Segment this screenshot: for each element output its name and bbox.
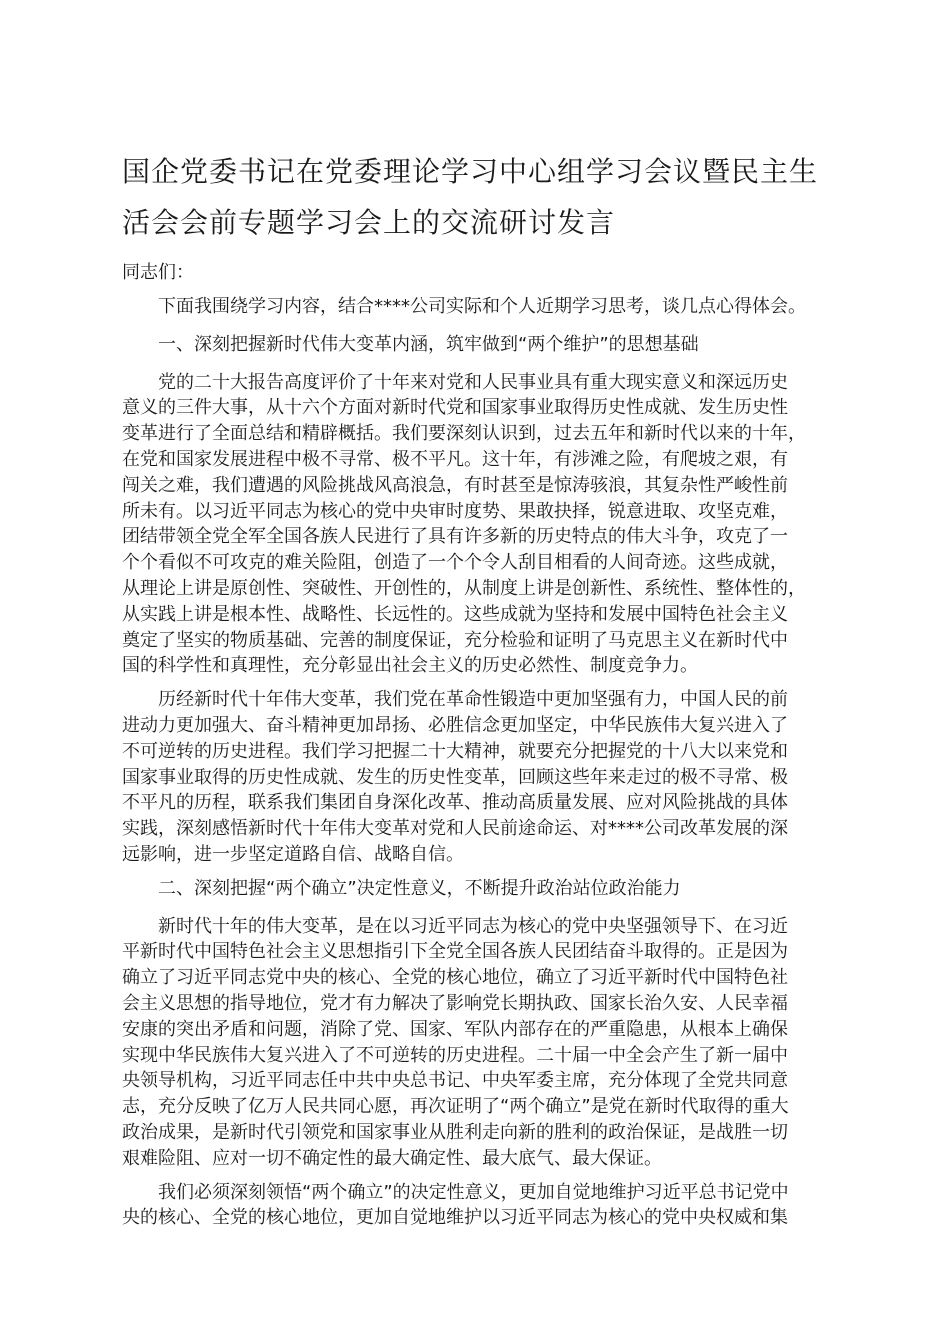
text-line: 政治成果，是新时代引领党和国家事业从胜利走向新的胜利的政治保证，是战胜一切 xyxy=(122,1121,788,1143)
paragraph-4 xyxy=(122,1180,834,1232)
text-line: 央领导机构，习近平同志任中共中央总书记、中央军委主席，充分体现了全党共同意 xyxy=(122,1070,788,1092)
text-line: 团结带领全党全军全国各族人民进行了具有许多新的历史特点的伟大斗争，攻克了一 xyxy=(122,526,788,548)
text-line: 从理论上讲是原创性、突破性、开创性的，从制度上讲是创新性、系统性、整体性的， xyxy=(122,577,806,599)
text-line: 不可逆转的历史进程。我们学习把握二十大精神，就要充分把握党的十八大以来党和 xyxy=(122,740,788,762)
text-line: 党的二十大报告高度评价了十年来对党和人民事业具有重大现实意义和深远历史 xyxy=(158,371,788,393)
text-line: 闯关之难，我们遭遇的风险挑战风高浪急，有时甚至是惊涛骇浪，其复杂性严峻性前 xyxy=(122,474,788,496)
text-line: 实践，深刻感悟新时代十年伟大变革对党和人民前途命运、对****公司改革发展的深 xyxy=(122,818,788,840)
title-line: 国企党委书记在党委理论学习中心组学习会议暨民主生 xyxy=(122,155,819,188)
title-line: 活会会前专题学习会上的交流研讨发言 xyxy=(122,206,616,239)
paragraph-1 xyxy=(122,370,834,680)
text-line: 志，充分反映了亿万人民共同心愿，再次证明了“两个确立”是党在新时代取得的重大 xyxy=(122,1096,789,1118)
text-line: 艰难险阻、应对一切不确定性的最大确定性、最大底气、最大保证。 xyxy=(122,1147,662,1169)
text-line: 我们必须深刻领悟“两个确立”的决定性意义，更加自觉地维护习近平总书记党中 xyxy=(158,1181,789,1203)
text-line: 国家事业取得的历史性成就、发生的历史性变革，回顾这些年来走过的极不寻常、极 xyxy=(122,766,788,788)
section-heading-2: 二、深刻把握“两个确立”决定性意义，不断提升政治站位政治能力 xyxy=(158,877,681,899)
paragraph-2 xyxy=(122,687,834,868)
text-line: 安康的突出矛盾和问题，消除了党、国家、军队内部存在的严重隐患，从根本上确保 xyxy=(122,1018,788,1040)
text-line: 奠定了坚实的物质基础、完善的制度保证，充分检验和证明了马克思主义在新时代中 xyxy=(122,629,788,651)
text-line: 会主义思想的指导地位，党才有力解决了影响党长期执政、国家长治久安、人民幸福 xyxy=(122,992,788,1014)
salutation: 同志们： xyxy=(122,262,194,283)
text-line: 平新时代中国特色社会主义思想指引下全党全国各族人民团结奋斗取得的。正是因为 xyxy=(122,941,788,963)
text-line: 历经新时代十年伟大变革，我们党在革命性锻造中更加坚强有力，中国人民的前 xyxy=(158,689,788,711)
document-body xyxy=(122,294,834,1239)
text-line: 进动力更加强大、奋斗精神更加昂扬、必胜信念更加坚定，中华民族伟大复兴进入了 xyxy=(122,714,788,736)
section-heading-1: 一、深刻把握新时代伟大变革内涵，筑牢做到“两个维护”的思想基础 xyxy=(158,333,699,355)
text-line: 意义的三件大事，从十六个方面对新时代党和国家事业取得历史性成就、发生历史性 xyxy=(122,397,788,419)
text-line: 新时代十年的伟大变革，是在以习近平同志为核心的党中央坚强领导下、在习近 xyxy=(158,915,788,937)
text-line: 实现中华民族伟大复兴进入了不可逆转的历史进程。二十届一中全会产生了新一届中 xyxy=(122,1044,788,1066)
text-line: 国的科学性和真理性，充分彰显出社会主义的历史必然性、制度竞争力。 xyxy=(122,655,698,677)
document-title xyxy=(122,146,842,248)
text-line: 确立了习近平同志党中央的核心、全党的核心地位，确立了习近平新时代中国特色社 xyxy=(122,967,788,989)
text-line: 不平凡的历程，联系我们集团自身深化改革、推动高质量发展、应对风险挑战的具体 xyxy=(122,792,788,814)
text-line: 变革进行了全面总结和精辟概括。我们要深刻认识到，过去五年和新时代以来的十年， xyxy=(122,423,806,445)
text-line: 从实践上讲是根本性、战略性、长远性的。这些成就为坚持和发展中国特色社会主义 xyxy=(122,603,788,625)
paragraph-3 xyxy=(122,914,834,1172)
text-line: 在党和国家发展进程中极不寻常、极不平凡。这十年，有涉滩之险，有爬坡之艰，有 xyxy=(122,448,788,470)
intro-paragraph: 下面我围绕学习内容，结合****公司实际和个人近期学习思考，谈几点心得体会。 xyxy=(158,296,806,317)
text-line: 央的核心、全党的核心地位，更加自觉地维护以习近平同志为核心的党中央权威和集 xyxy=(122,1207,788,1229)
text-line: 个个看似不可攻克的难关险阻，创造了一个个令人刮目相看的人间奇迹。这些成就， xyxy=(122,552,788,574)
text-line: 远影响，进一步坚定道路自信、战略自信。 xyxy=(122,843,464,865)
text-line: 所未有。以习近平同志为核心的党中央审时度势、果敢抉择，锐意进取、攻坚克难， xyxy=(122,500,788,522)
